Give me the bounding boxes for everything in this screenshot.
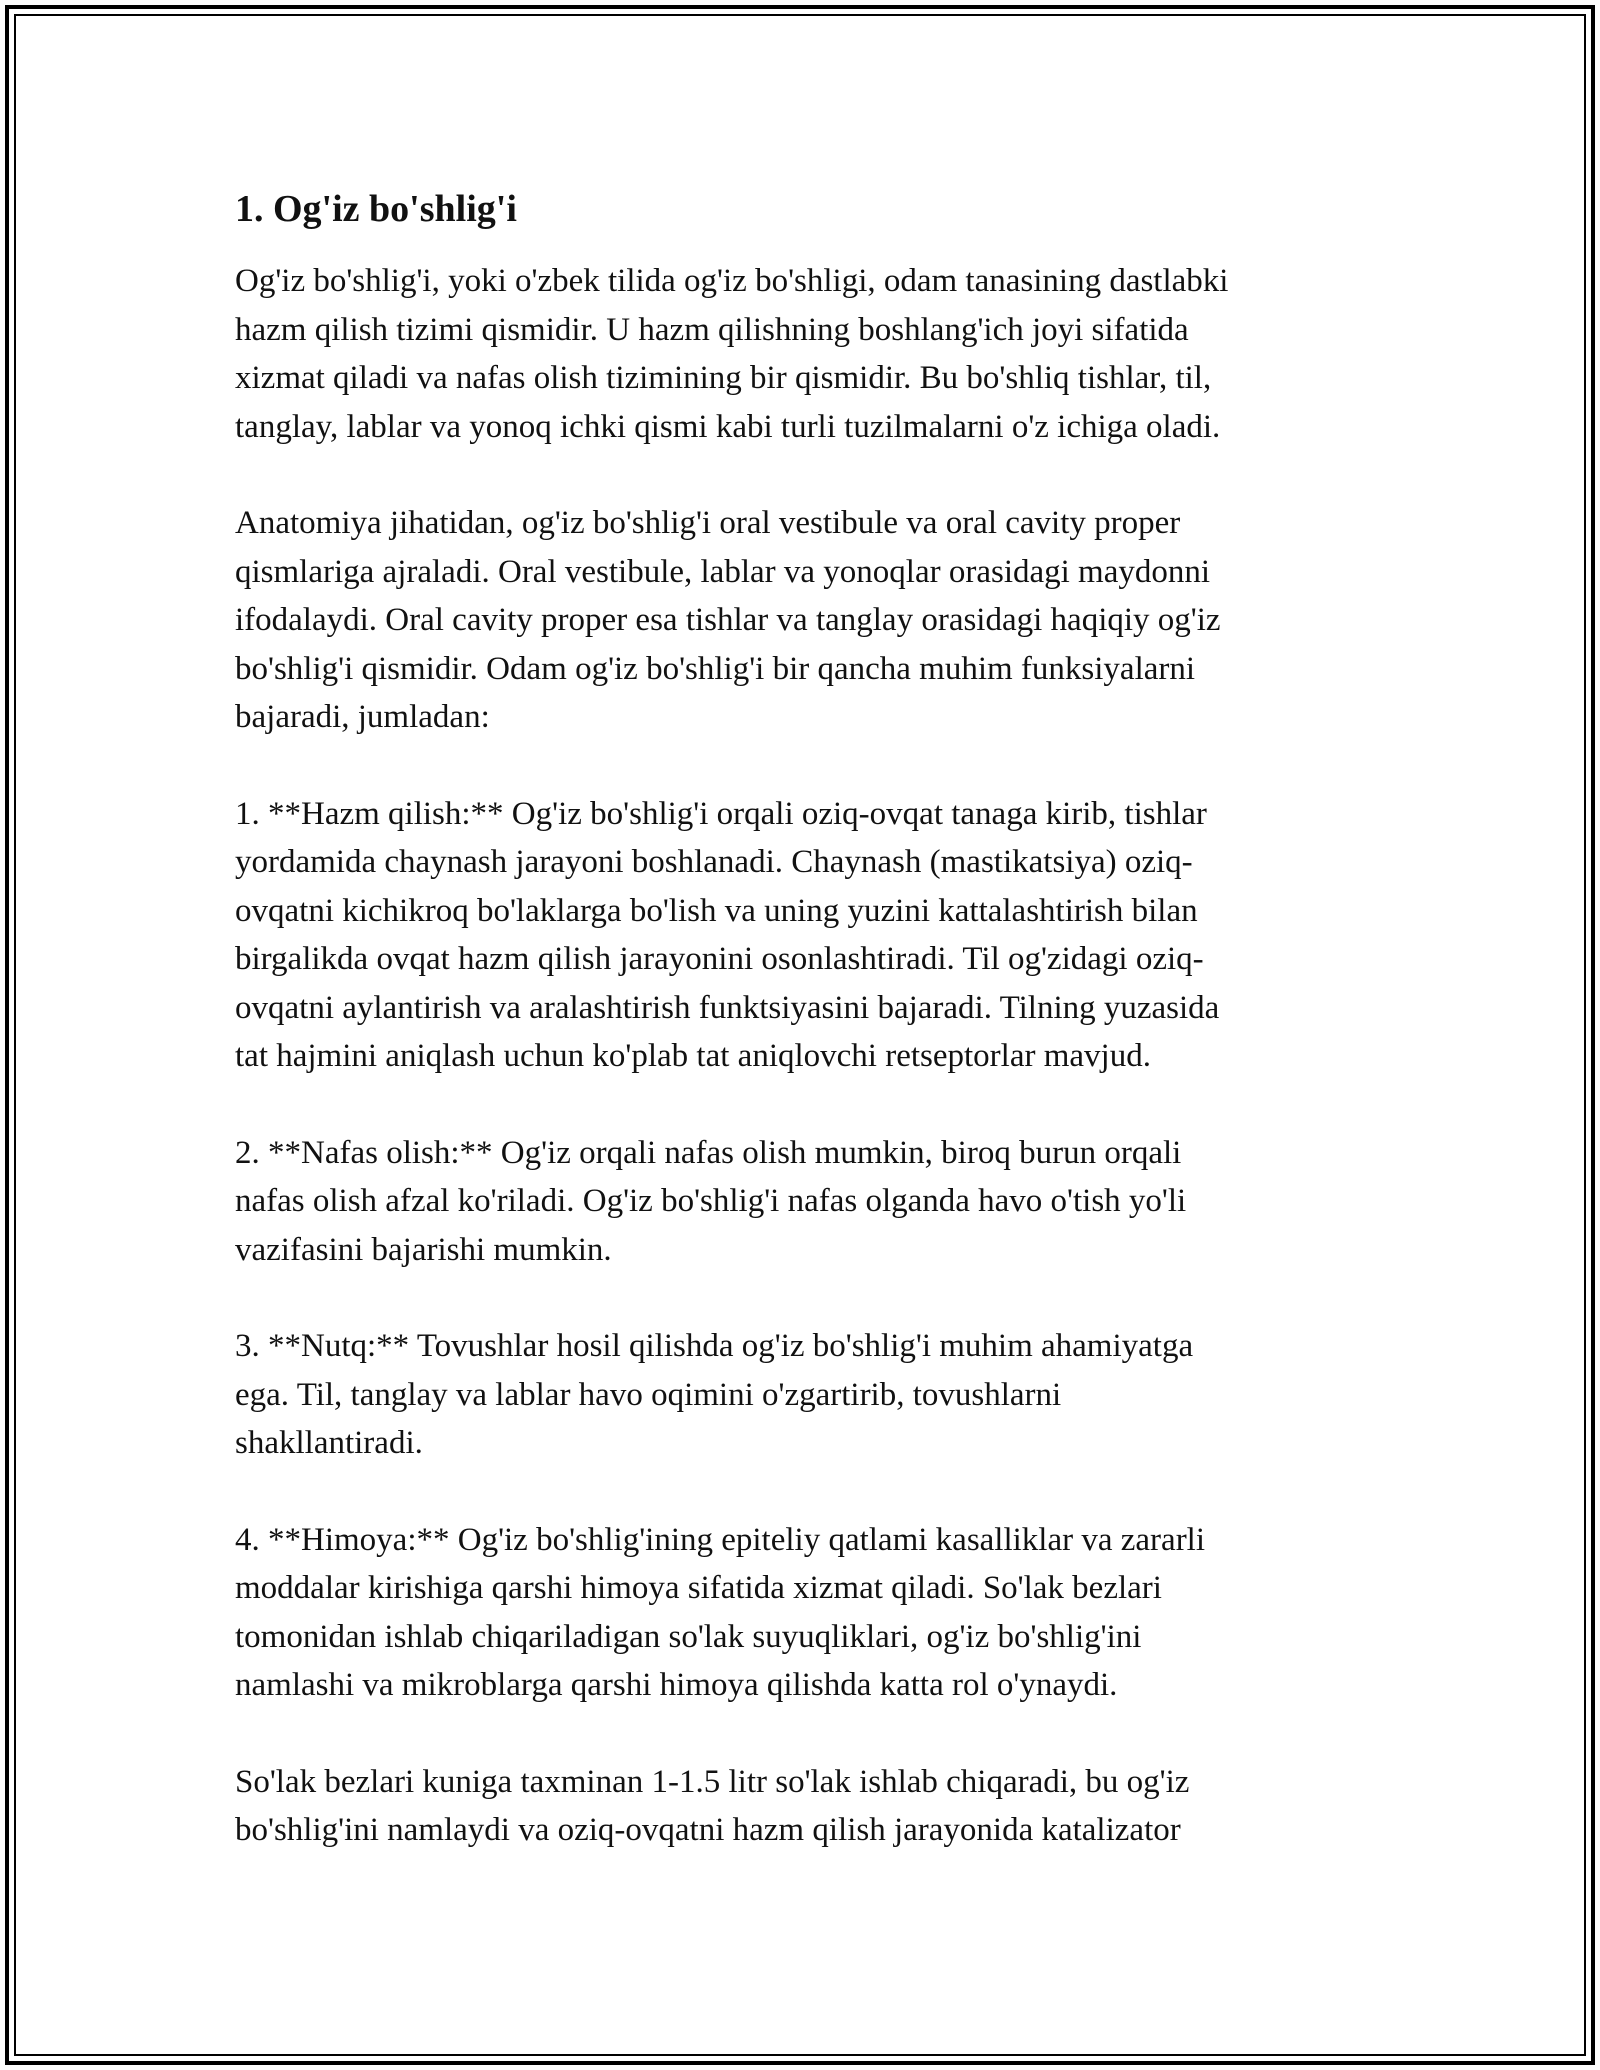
- list-item-protection: 4. **Himoya:** Og'iz bo'shlig'ining epiteliy qatlami kasalliklar va zararli moddalar kirishiga qarshi himoya sifatida xizmat qiladi. So'lak bezlari tomonidan ishlab chiqariladigan so'lak suyuqliklari, og'iz bo'shlig'ini namlashi va mikroblarga qarshi himoya qilishda katta rol o'ynaydi.: [235, 1521, 1206, 1703]
- list-item-speech: 3. **Nutq:** Tovushlar hosil qilishda og'iz bo'shlig'i muhim ahamiyatga ega. Til, tanglay va lablar havo oqimini o'zgartirib, tovushlarni shakllantiradi.: [235, 1328, 1194, 1461]
- list-item-digestion: 1. **Hazm qilish:** Og'iz bo'shlig'i orqali oziq-ovqat tanaga kirib, tishlar yordamida chaynash jarayoni boshlanadi. Chaynash (mastikatsiya) oziq- ovqatni kichikroq bo'laklarga bo'lish va uning yuzini kattalashtirish bilan birgalikda ovqat hazm qilish jarayonini osonlashtiradi. Til og'zidagi oziq- ovqatni aylantirish va aralashtirish funktsiyasini bajaradi. Tilning yuzasida tat hajmini aniqlash uchun ko'plab tat aniqlovchi retseptorlar mavjud.: [235, 795, 1220, 1074]
- list-item-breathing: 2. **Nafas olish:** Og'iz orqali nafas olish mumkin, biroq burun orqali nafas olish afzal ko'riladi. Og'iz bo'shlig'i nafas olganda havo o'tish yo'li vazifasini bajarishi mumkin.: [235, 1134, 1187, 1268]
- paragraph-anatomy: Anatomiya jihatidan, og'iz bo'shlig'i oral vestibule va oral cavity proper qismlariga ajraladi. Oral vestibule, lablar va yonoqlar orasidagi maydonni ifodalaydi. Oral cavity proper esa tishlar va tanglay orasidagi haqiqiy og'iz bo'shlig'i qismidir. Odam og'iz bo'shlig'i bir qancha muhim funksiyalarni bajaradi, jumladan:: [235, 505, 1221, 735]
- document-page: [235, 185, 1375, 1903]
- paragraph-saliva: So'lak bezlari kuniga taxminan 1-1.5 litr so'lak ishlab chiqaradi, bu og'iz bo'shlig'ini namlaydi va oziq-ovqatni hazm qilish jarayonida katalizator: [235, 1763, 1190, 1848]
- paragraph-intro: Og'iz bo'shlig'i, yoki o'zbek tilida og'iz bo'shligi, odam tanasining dastlabki hazm qilish tizimi qismidir. U hazm qilishning boshlang'ich joyi sifatida xizmat qiladi va nafas olish tizimining bir qismidir. Bu bo'shliq tishlar, til, tanglay, lablar va yonoq ichki qismi kabi turli tuzilmalarni o'z ichiga oladi.: [235, 263, 1229, 445]
- document-title: 1. Og'iz bo'shlig'i: [235, 188, 517, 230]
